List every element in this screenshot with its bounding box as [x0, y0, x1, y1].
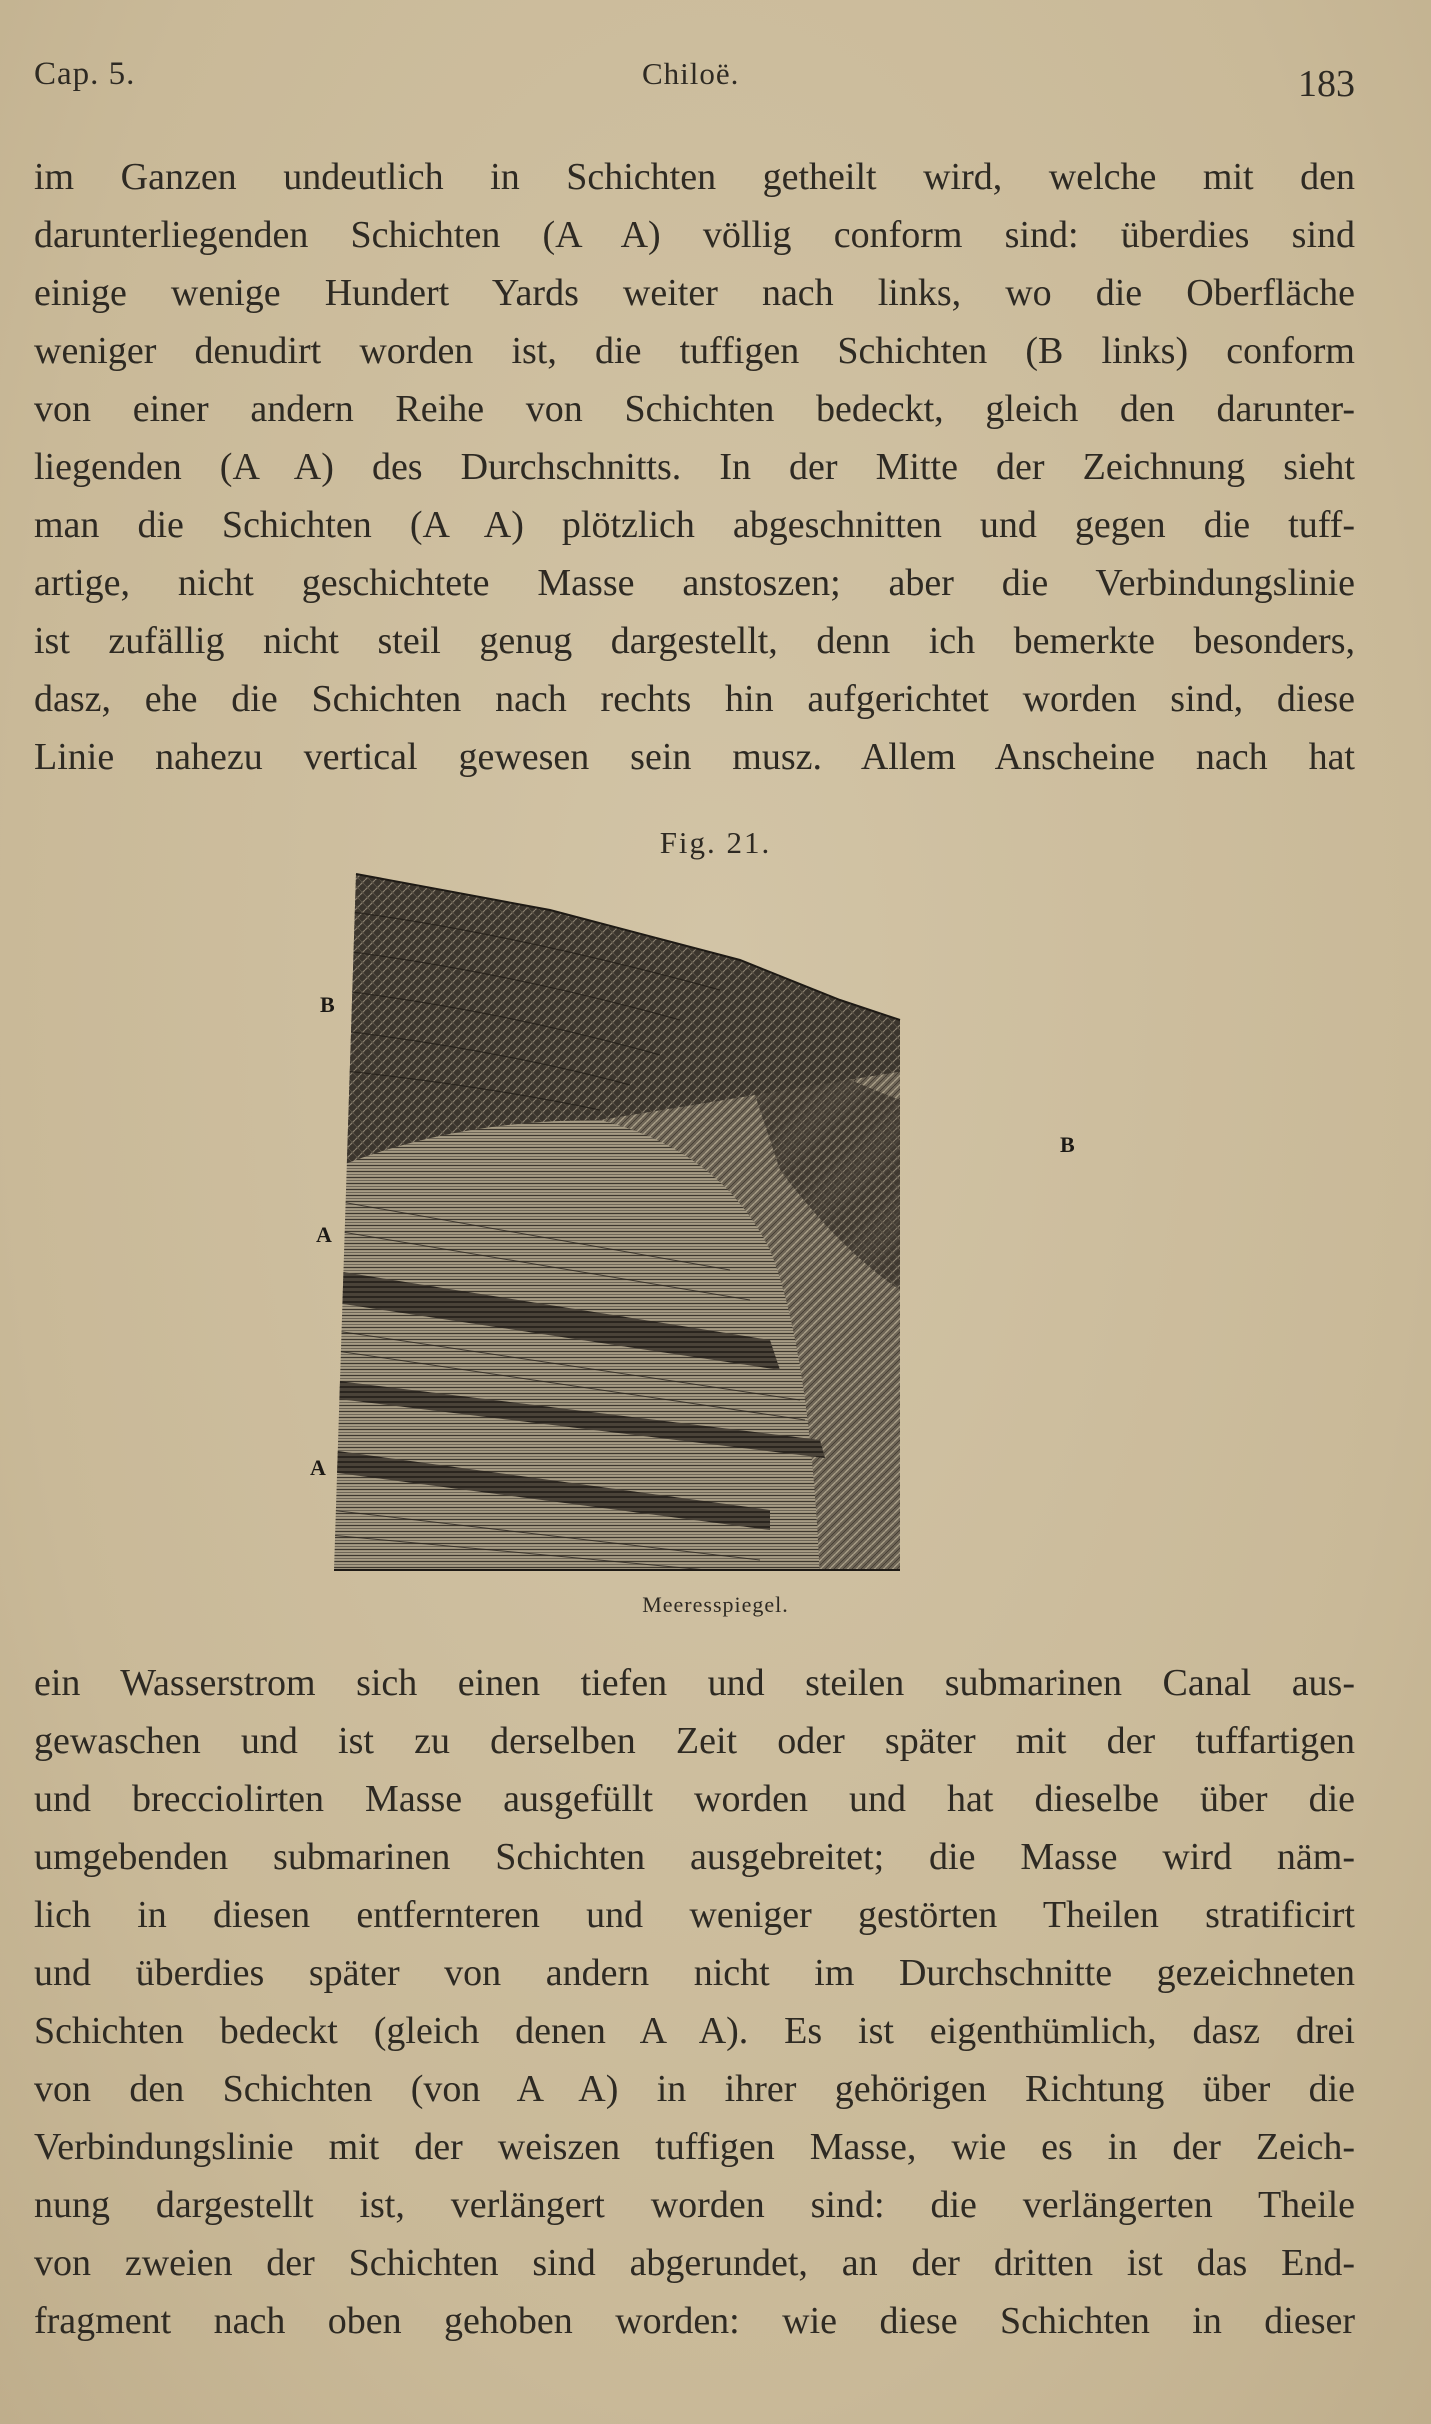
paragraph-top [34, 148, 1355, 786]
label-a-lower: A [310, 1455, 326, 1480]
running-head [34, 56, 1355, 105]
text-line: und brecciolirten Masse ausgefüllt worden und hat dieselbe über die [34, 1778, 1355, 1820]
text-line: fragment nach oben gehoben worden: wie diese Schichten in dieser [34, 2300, 1355, 2342]
text-line: artige, nicht geschichtete Masse anstoszen; aber die Verbindungslinie [34, 562, 1355, 604]
text-line: und überdies später von andern nicht im Durchschnitte gezeichneten [34, 1952, 1355, 1994]
text-line: liegenden (A A) des Durchschnitts. In der Mitte der Zeichnung sieht [34, 446, 1355, 488]
label-b-left: B [320, 992, 335, 1017]
chapter-label: Cap. 5. [34, 56, 136, 92]
text-line: von den Schichten (von A A) in ihrer gehörigen Richtung über die [34, 2068, 1355, 2110]
label-b-right: B [1060, 1132, 1075, 1157]
text-line: nung dargestellt ist, verlängert worden sind: die verlängerten Theile [34, 2184, 1355, 2226]
text-line: dasz, ehe die Schichten nach rechts hin aufgerichtet worden sind, diese [34, 678, 1355, 720]
text-line: gewaschen und ist zu derselben Zeit oder später mit der tuffartigen [34, 1720, 1355, 1762]
text-line: man die Schichten (A A) plötzlich abgeschnitten und gegen die tuff- [34, 504, 1355, 546]
section-illustration [300, 870, 1100, 1610]
text-line: umgebenden submarinen Schichten ausgebreitet; die Masse wird näm- [34, 1836, 1355, 1878]
text-line: ein Wasserstrom sich einen tiefen und steilen submarinen Canal aus- [34, 1662, 1355, 1704]
text-line: weniger denudirt worden ist, die tuffigen Schichten (B links) conform [34, 330, 1355, 372]
text-line: lich in diesen entfernteren und weniger gestörten Theilen stratificirt [34, 1894, 1355, 1936]
paragraph-bottom [34, 1654, 1355, 2350]
text-line: einige wenige Hundert Yards weiter nach links, wo die Oberfläche [34, 272, 1355, 314]
page-number: 183 [1298, 63, 1355, 105]
text-line: darunterliegenden Schichten (A A) völlig conform sind: überdies sind [34, 214, 1355, 256]
geological-section-figure [300, 870, 1100, 1610]
text-line: ist zufällig nicht steil genug dargestellt, denn ich bemerkte besonders, [34, 620, 1355, 662]
figure-bottom-caption: Meeresspiegel. [642, 1592, 789, 1617]
text-line: Linie nahezu vertical gewesen sein musz. Allem Anscheine nach hat [34, 736, 1355, 778]
text-line: von zweien der Schichten sind abgerundet, an der dritten ist das End- [34, 2242, 1355, 2284]
page-title: Chiloë. [642, 56, 740, 91]
section-body [330, 870, 910, 1580]
label-a-upper: A [316, 1222, 332, 1247]
text-line: von einer andern Reihe von Schichten bedeckt, gleich den darunter- [34, 388, 1355, 430]
text-line: Verbindungslinie mit der weiszen tuffigen Masse, wie es in der Zeich- [34, 2126, 1355, 2168]
text-line: Schichten bedeckt (gleich denen A A). Es ist eigenthümlich, dasz drei [34, 2010, 1355, 2052]
figure-caption: Fig. 21. [659, 825, 772, 860]
text-line: im Ganzen undeutlich in Schichten getheilt wird, welche mit den [34, 156, 1355, 198]
